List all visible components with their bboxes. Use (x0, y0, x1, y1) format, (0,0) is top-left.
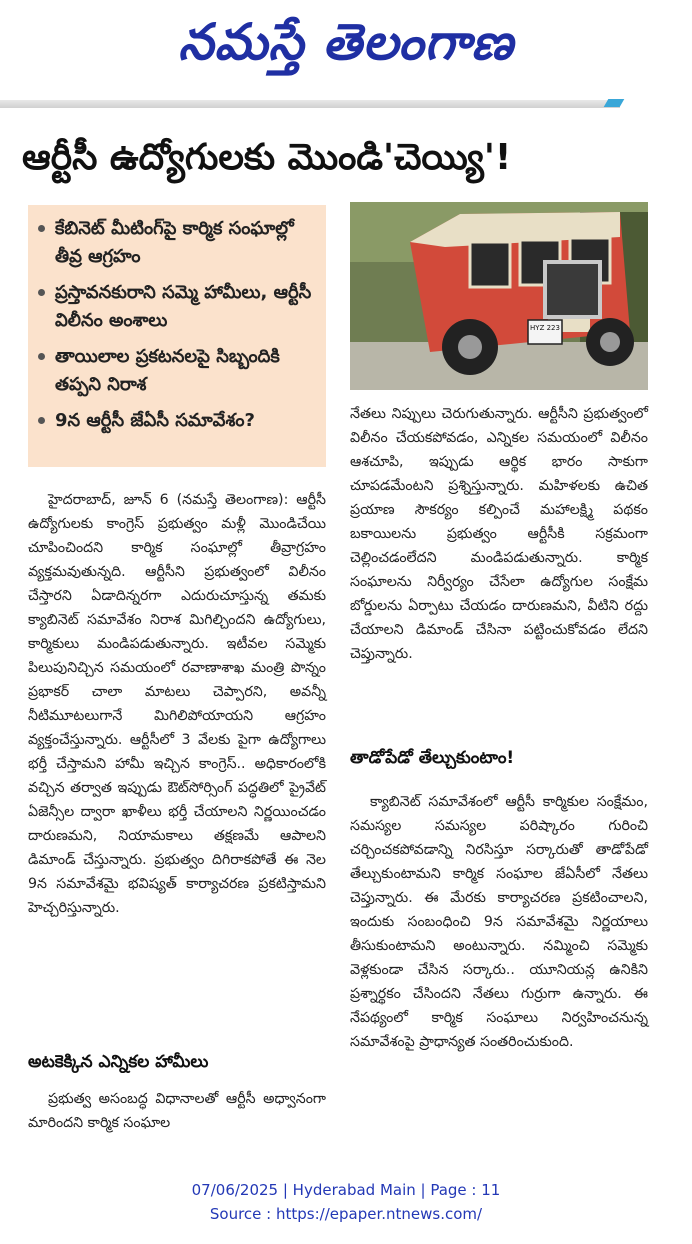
vintage-bus-image (350, 202, 648, 390)
bullet-icon (38, 417, 45, 424)
paragraph: క్యాబినెట్ సమావేశంలో ఆర్టీసీ కార్మికుల సంక్షేమం, సమస్యల సమస్యల పరిష్కారం గురించి చర్చించకపోవడాన్ని నిరసిస్తూ సర్కారుతో తాడోపేడో తేల్చుకుంటామని కార్మిక సంఘాల జేఏసీలో నేతలు చెప్తున్నారు. ఈ మేరకు కార్యాచరణ ప్రకటించాలని, ఇందుకు సంబంధించి 9న సమావేశమై నిర్ణయాలు తీసుకుంటామని అంటున్నారు. నమ్మించి సమ్మెకు వెళ్లకుండా చేసిన సర్కారు.. యూనియన్ల ఉనికిని ప్రశ్నార్థకం చేసిందని నేతలు గుర్రుగా ఉన్నారు. ఈ నేపథ్యంలో కార్మిక సంఘాలు నిర్వహించనున్న సమావేశంపై ప్రాధాన్యత సంతరించుకుంది. (350, 794, 648, 1050)
edition-info: 07/06/2025 | Hyderabad Main | Page : 11 (191, 1181, 501, 1199)
divider-accent (604, 99, 625, 107)
highlight-item (38, 279, 314, 335)
source-link[interactable]: Source : https://epaper.ntnews.com/ (209, 1205, 483, 1223)
highlight-text: 9న ఆర్టీసీ జేఏసీ సమావేశం? (55, 410, 255, 431)
subheading: తాడోపేడో తేల్చుకుంటాం! (350, 748, 515, 768)
bus-photo (350, 202, 648, 390)
plate-text: HYZ 223 (530, 324, 560, 332)
paragraph: ప్రభుత్వ అసంబద్ధ విధానాలతో ఆర్టీసీ అధ్వానంగా మారిందని కార్మిక సంఘాల (28, 1091, 326, 1131)
masthead-divider (0, 100, 620, 108)
article-headline: ఆర్టీసీ ఉద్యోగులకు మొండి'చెయ్యి'! (22, 137, 512, 178)
right-column (350, 402, 648, 666)
highlight-text: తాయిలాల ప్రకటనలపై సిబ్బందికి తప్పని నిరాశ (55, 346, 280, 395)
bullet-icon (38, 353, 45, 360)
highlight-item (38, 343, 314, 399)
newspaper-title: నమస్తే తెలంగాణ (178, 12, 514, 71)
highlight-text: కేబినెట్ మీటింగ్‌పై కార్మిక సంఘాల్లో తీవ్ర ఆగ్రహం (55, 218, 294, 267)
left-column-continued (28, 1087, 326, 1135)
page-footer (0, 1178, 692, 1226)
highlight-item (38, 407, 314, 435)
highlight-item (38, 215, 314, 271)
right-column-continued (350, 790, 648, 1054)
left-column (28, 488, 326, 920)
paragraph: నేతలు నిప్పులు చెరుగుతున్నారు. ఆర్టీసీని ప్రభుత్వంలో విలీనం చేయకపోవడం, ఎన్నికల సమయంలో విలీనం ఆశచూపి, ఇప్పుడు ఆర్థిక భారం సాకుగా చూపడమేంటని ప్రశ్నిస్తున్నారు. మహిళలకు ఉచిత ప్రయాణ సౌకర్యం కల్పించే మహాలక్ష్మి పథకం బకాయిలను ప్రభుత్వం ఆర్టీసీకి సక్రమంగా చెల్లించడంలేదని మండిపడుతున్నారు. కార్మిక సంఘాలను నిర్వీర్యం చేసేలా ఉద్యోగుల సంక్షేమ బోర్డులను ఏర్పాటు చేయడం దారుణమని, వీటిని రద్దు చేయాలని డిమాండ్ చేసినా పట్టించుకోవడం లేదని చెప్తున్నారు. (350, 406, 648, 662)
masthead (0, 0, 692, 96)
highlight-text: ప్రస్తావనకురాని సమ్మె హామీలు, ఆర్టీసీ విలీనం అంశాలు (55, 282, 312, 331)
subheading: అటకెక్కిన ఎన్నికల హామీలు (28, 1052, 209, 1072)
paragraph: హైదరాబాద్, జూన్ 6 (నమస్తే తెలంగాణ): ఆర్టీసీ ఉద్యోగులకు కాంగ్రెస్ ప్రభుత్వం మళ్లీ మొండిచేయి చూపించిందని కార్మిక సంఘాల్లో తీవ్రాగ్రహం వ్యక్తమవుతున్నది. ఆర్టీసీని ప్రభుత్వంలో విలీనం చేస్తారని ఏడాదిన్నరగా ఎదురుచూస్తున్న తమకు క్యాబినెట్ సమావేశం నిరాశ మిగిల్చిందని ఉద్యోగులు, కార్మికులు మండిపడుతున్నారు. ఇటీవల సమ్మెకు పిలుపునిచ్చిన సమయంలో రవాణాశాఖ మంత్రి పొన్నం ప్రభాకర్ చాలా మాటలు చెప్పారని, అవన్నీ నీటిమూటలుగానే మిగిలిపోయాయని ఆగ్రహం వ్యక్తంచేస్తున్నారు. ఆర్టీసీలో 3 వేలకు పైగా ఉద్యోగాలు భర్తీ చేస్తామని హామీ ఇచ్చిన కాంగ్రెస్.. అధికారంలోకి వచ్చిన తర్వాత ఇప్పుడు ఔట్‌సోర్సింగ్ పద్ధతిలో ప్రైవేట్ ఏజెన్సీల ద్వారా ఖాళీలు భర్తీ చేయాలని నిర్ణయించడం దారుణమని, నియామకాలు తక్షణమే ఆపాలని డిమాండ్ చేస్తున్నారు. ప్రభుత్వం దిగిరాకపోతే ఈ నెల 9న సమావేశమై భవిష్యత్ కార్యాచరణ ప్రకటిస్తామని హెచ్చరిస్తున్నారు. (28, 492, 326, 916)
highlights-box (28, 205, 326, 467)
bullet-icon (38, 225, 45, 232)
bullet-icon (38, 289, 45, 296)
